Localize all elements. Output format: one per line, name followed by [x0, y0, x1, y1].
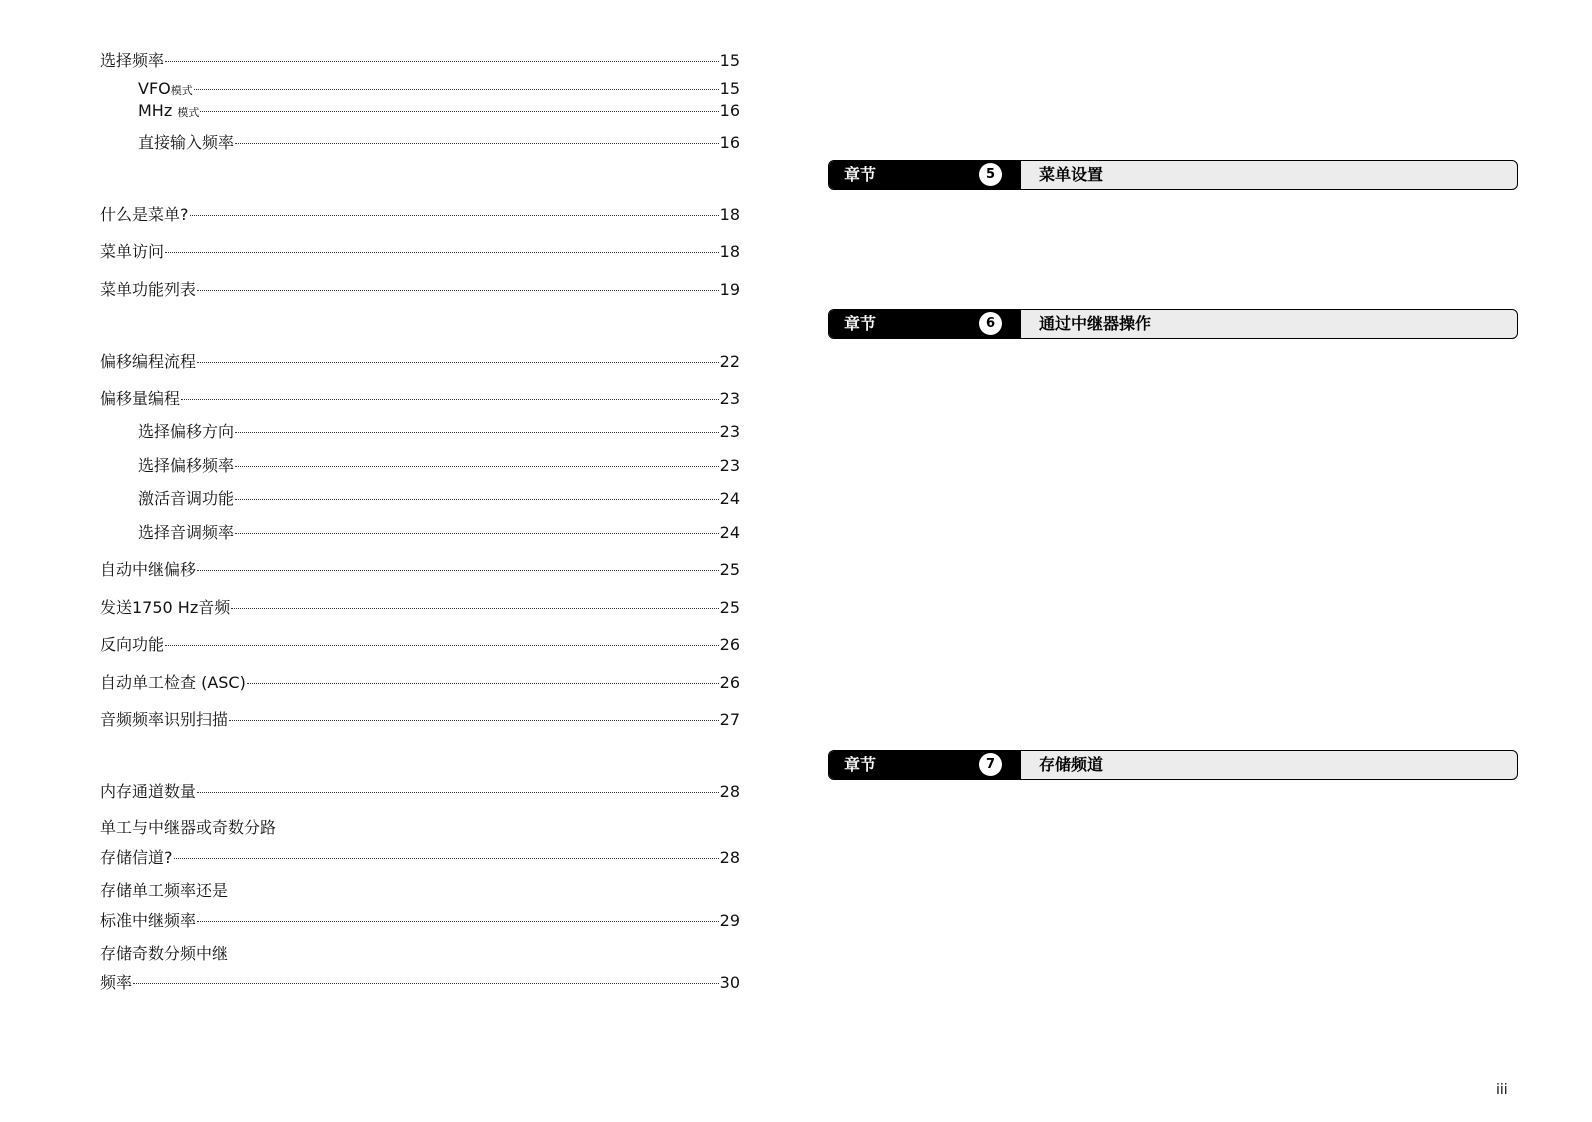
toc-entry-page: 24 [719, 523, 740, 542]
toc-entry-page: 23 [719, 422, 740, 441]
toc-entry-label-line1: 存储奇数分频中继 [100, 944, 229, 963]
toc-entry-label: 选择偏移方向 [138, 422, 235, 441]
dot-leader [229, 720, 719, 721]
toc-entry-label-line1: 存储单工频率还是 [100, 881, 229, 900]
toc-entry[interactable] [100, 598, 740, 618]
toc-entry[interactable] [100, 635, 740, 655]
chapter-word: 章节 [844, 165, 877, 184]
toc-entry-page: 15 [719, 51, 740, 70]
chapter-word: 章节 [844, 314, 877, 333]
toc-entry[interactable] [100, 560, 740, 580]
toc-entry-page: 25 [719, 598, 740, 617]
toc-entry-label: 菜单功能列表 [100, 280, 197, 299]
toc-entry-label: 频率 [100, 973, 133, 992]
toc-entry-page: 23 [719, 456, 740, 475]
dot-leader [200, 111, 718, 112]
dot-leader [231, 608, 718, 609]
toc-entry-page: 18 [719, 205, 740, 224]
toc-entry[interactable] [138, 133, 740, 153]
dot-leader [197, 921, 719, 922]
chapter-header-6[interactable] [828, 309, 1518, 339]
toc-entry-page: 23 [719, 389, 740, 408]
toc-entry[interactable] [100, 973, 740, 993]
toc-entry-label: 什么是菜单? [100, 205, 189, 224]
dot-leader [174, 858, 719, 859]
toc-entry-page: 26 [719, 673, 740, 692]
toc-entry-page: 28 [719, 782, 740, 801]
chapter-word: 章节 [844, 755, 877, 774]
toc-entry[interactable] [100, 782, 740, 802]
toc-entry[interactable] [138, 456, 740, 476]
chapter-number-badge: 5 [979, 163, 1002, 186]
toc-entry[interactable] [100, 205, 740, 225]
toc-entry[interactable] [100, 911, 740, 931]
dot-leader [165, 645, 719, 646]
toc-entry[interactable] [100, 848, 740, 868]
toc-entry[interactable] [138, 489, 740, 509]
toc-entry-page: 25 [719, 560, 740, 579]
dot-leader [194, 89, 719, 90]
dot-leader [197, 570, 719, 571]
toc-entry-label: 选择音调频率 [138, 523, 235, 542]
toc-entry-page: 19 [719, 280, 740, 299]
chapter-number-badge: 7 [979, 753, 1002, 776]
toc-entry-label-suffix: 模式 [177, 106, 200, 119]
toc-entry-label: 激活音调功能 [138, 489, 235, 508]
chapter-number-badge: 6 [979, 312, 1002, 335]
toc-entry-label: 标准中继频率 [100, 911, 197, 930]
toc-entry[interactable] [100, 51, 740, 71]
toc-entry-label: 内存通道数量 [100, 782, 197, 801]
toc-entry-label [138, 101, 199, 123]
chapter-header-5[interactable] [828, 160, 1518, 190]
toc-entry[interactable] [138, 422, 740, 442]
chapter-title: 存储频道 [1039, 755, 1104, 774]
toc-entry-label: 菜单访问 [100, 242, 165, 261]
toc-entry-label: 发送1750 Hz音频 [100, 598, 231, 617]
toc-entry-page: 16 [719, 101, 740, 120]
toc-entry-label-line1: 单工与中继器或奇数分路 [100, 818, 277, 837]
toc-entry-label [138, 79, 193, 101]
toc-entry-label: 反向功能 [100, 635, 165, 654]
toc-entry[interactable] [138, 79, 740, 101]
toc-entry-label: 音频频率识别扫描 [100, 710, 229, 729]
dot-leader [133, 983, 719, 984]
dot-leader [197, 362, 719, 363]
toc-entry[interactable] [138, 101, 740, 123]
dot-leader [197, 290, 719, 291]
toc-entry-label: 选择偏移频率 [138, 456, 235, 475]
toc-entry-page: 26 [719, 635, 740, 654]
dot-leader [190, 215, 719, 216]
dot-leader [235, 466, 719, 467]
toc-entry-label-suffix: 模式 [170, 84, 193, 97]
dot-leader [247, 683, 719, 684]
toc-entry-page: 30 [719, 973, 740, 992]
dot-leader [197, 792, 719, 793]
toc-entry[interactable] [138, 523, 740, 543]
toc-entry-label: 偏移编程流程 [100, 352, 197, 371]
toc-entry-label: 存储信道? [100, 848, 173, 867]
dot-leader [165, 61, 719, 62]
toc-entry-label: 自动中继偏移 [100, 560, 197, 579]
toc-entry-label: 自动单工检查 (ASC) [100, 673, 246, 692]
chapter-title: 菜单设置 [1039, 165, 1104, 184]
toc-entry[interactable] [100, 242, 740, 262]
toc-entry[interactable] [100, 673, 740, 693]
page-number: iii [1496, 1082, 1508, 1098]
toc-entry-page: 27 [719, 710, 740, 729]
toc-entry-page: 22 [719, 352, 740, 371]
dot-leader [165, 252, 719, 253]
toc-entry[interactable] [100, 389, 740, 409]
dot-leader [181, 399, 719, 400]
toc-entry-label: 直接输入频率 [138, 133, 235, 152]
toc-entry[interactable] [100, 710, 740, 730]
toc-entry-page: 16 [719, 133, 740, 152]
toc-entry-page: 24 [719, 489, 740, 508]
toc-entry-page: 18 [719, 242, 740, 261]
toc-entry-page: 29 [719, 911, 740, 930]
toc-entry-label-main: MHz [138, 101, 178, 120]
chapter-header-7[interactable] [828, 750, 1518, 780]
chapter-title: 通过中继器操作 [1039, 314, 1152, 333]
toc-entry[interactable] [100, 352, 740, 372]
dot-leader [235, 533, 719, 534]
toc-entry[interactable] [100, 280, 740, 300]
toc-entry-label: 偏移量编程 [100, 389, 181, 408]
toc-entry-page: 28 [719, 848, 740, 867]
dot-leader [235, 143, 719, 144]
dot-leader [235, 432, 719, 433]
dot-leader [235, 499, 719, 500]
toc-entry-label: 选择频率 [100, 51, 165, 70]
toc-entry-label-main: VFO [138, 79, 171, 98]
toc-entry-page: 15 [719, 79, 740, 98]
